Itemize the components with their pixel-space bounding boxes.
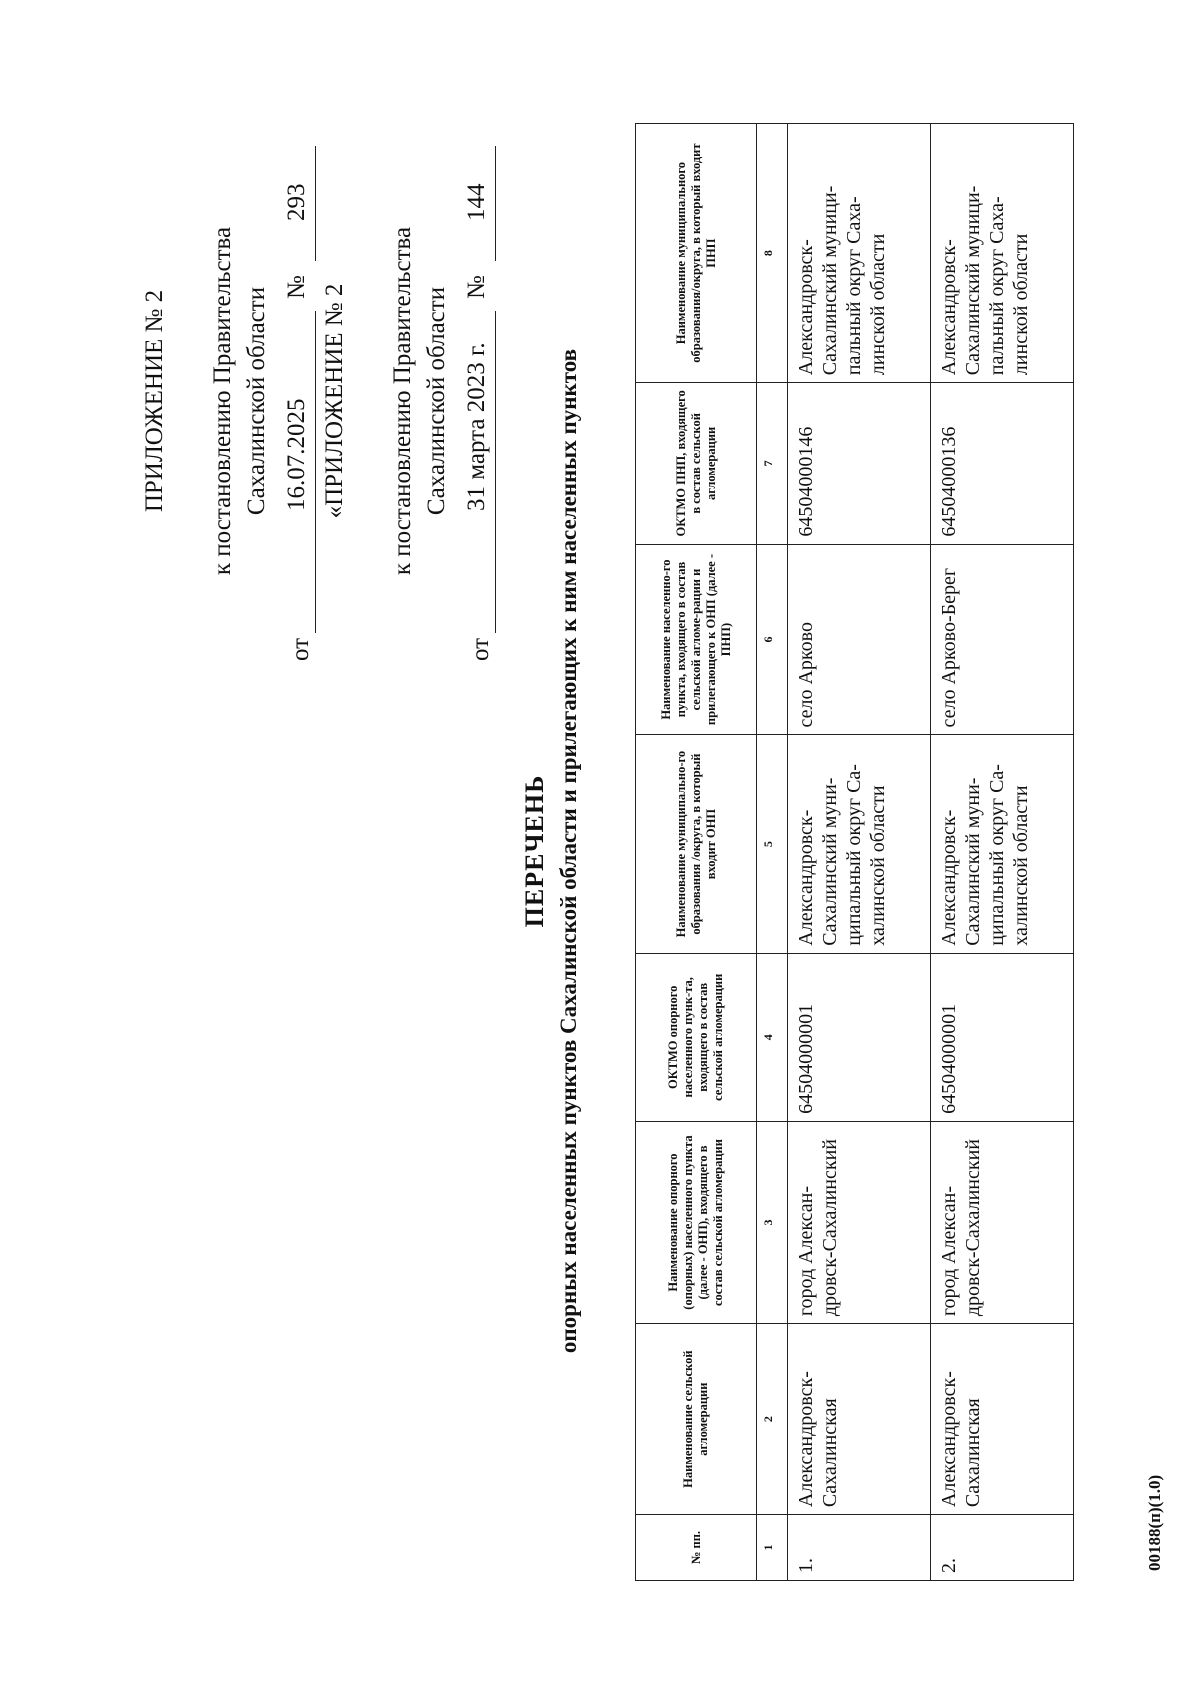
cell-number: 2. [931,1515,1074,1581]
appendix-number: 144 [463,183,490,221]
document-title-block [520,161,582,1541]
column-number: 4 [757,953,788,1121]
document-code: 00188(п)(1.0) [1145,1474,1164,1571]
column-number: 8 [757,124,788,383]
number-underline [495,146,496,261]
appendix-line-1: к постановлению Правительства [209,226,236,576]
appendix-line-2: Сахалинской области [243,286,270,516]
header-cell-onp-oktmo: ОКТМО опорного населенного пунк-та, входящего в состав сельской агломерации [636,953,757,1121]
column-number: 1 [757,1515,788,1581]
header-cell-number: № пп. [636,1515,757,1581]
table-row [788,124,931,1581]
header-cell-onp-municipality: Наименование муниципально-го образования /округа, в который входит ОНП [636,735,757,953]
appendix-title: ПРИЛОЖЕНИЕ № 2 [141,289,168,513]
settlements-table-wrapper [635,123,1074,1581]
column-number: 7 [757,383,788,544]
header-cell-agglomeration: Наименование сельской агломерации [636,1324,757,1515]
header-cell-onp-name: Наименование опорного (опорных) населенного пункта (далее - ОНП), входящего в состав сельской агломерации [636,1121,757,1323]
cell-pnp-municipality: Александровск-Сахалинский муници-пальный округ Саха-линской области [788,124,931,383]
date-underline [495,311,496,633]
appendix-title: «ПРИЛОЖЕНИЕ № 2 [321,283,348,519]
appendix-line-2: Сахалинской области [423,286,450,516]
column-number-row [757,124,788,1581]
cell-onp-oktmo: 64504000001 [788,953,931,1121]
appendix-date-line [454,141,498,661]
cell-pnp-name: село Арково-Берег [931,544,1074,735]
column-number: 2 [757,1324,788,1515]
header-cell-pnp-oktmo: ОКТМО ПНП, входящего в состав сельской агломерации [636,383,757,544]
cell-agglomeration: Александровск-Сахалинская [788,1324,931,1515]
cell-pnp-oktmo: 64504000146 [788,383,931,544]
cell-agglomeration: Александровск-Сахалинская [931,1324,1074,1515]
appendix-date-line [274,141,318,661]
appendix-number: 293 [283,183,310,221]
cell-pnp-municipality: Александровск-Сахалинский муници-пальный округ Саха-линской области [931,124,1074,383]
document-subtitle: опорных населенных пунктов Сахалинской области и прилегающих к ним населенных пунктов [556,348,581,1354]
table-header-row [636,124,757,1581]
table-row [931,124,1074,1581]
cell-pnp-oktmo: 64504000136 [931,383,1074,544]
document-title: ПЕРЕЧЕНЬ [520,774,549,928]
cell-onp-name: город Алексан-дровск-Сахалинский [931,1121,1074,1323]
appendix-date: 16.07.2025 [283,398,310,511]
date-underline [315,311,316,633]
from-label: от [287,637,314,661]
column-number: 6 [757,544,788,735]
appendix-date: 31 марта 2023 г. [463,342,490,511]
appendix-header-previous [318,141,498,661]
cell-number: 1. [788,1515,931,1581]
header-cell-pnp-name: Наименование населенно-го пункта, входящего в состав сельской агломе-рации и прилегающего к ОНП (далее - ПНП) [636,544,757,735]
number-sign: № [463,275,490,299]
settlements-table [635,123,1074,1581]
column-number: 3 [757,1121,788,1323]
from-label: от [467,637,494,661]
cell-onp-municipality: Александровск-Сахалинский муни-ципальный округ Са-халинской области [788,735,931,953]
cell-onp-municipality: Александровск-Сахалинский муни-ципальный округ Са-халинской области [931,735,1074,953]
cell-onp-oktmo: 64504000001 [931,953,1074,1121]
cell-pnp-name: село Арково [788,544,931,735]
header-cell-pnp-municipality: Наименование муниципального образования/округа, в который входит ПНП [636,124,757,383]
number-underline [315,146,316,261]
cell-onp-name: город Алексан-дровск-Сахалинский [788,1121,931,1323]
appendix-header-current [138,141,318,661]
column-number: 5 [757,735,788,953]
number-sign: № [283,275,310,299]
appendix-line-1: к постановлению Правительства [389,226,416,576]
